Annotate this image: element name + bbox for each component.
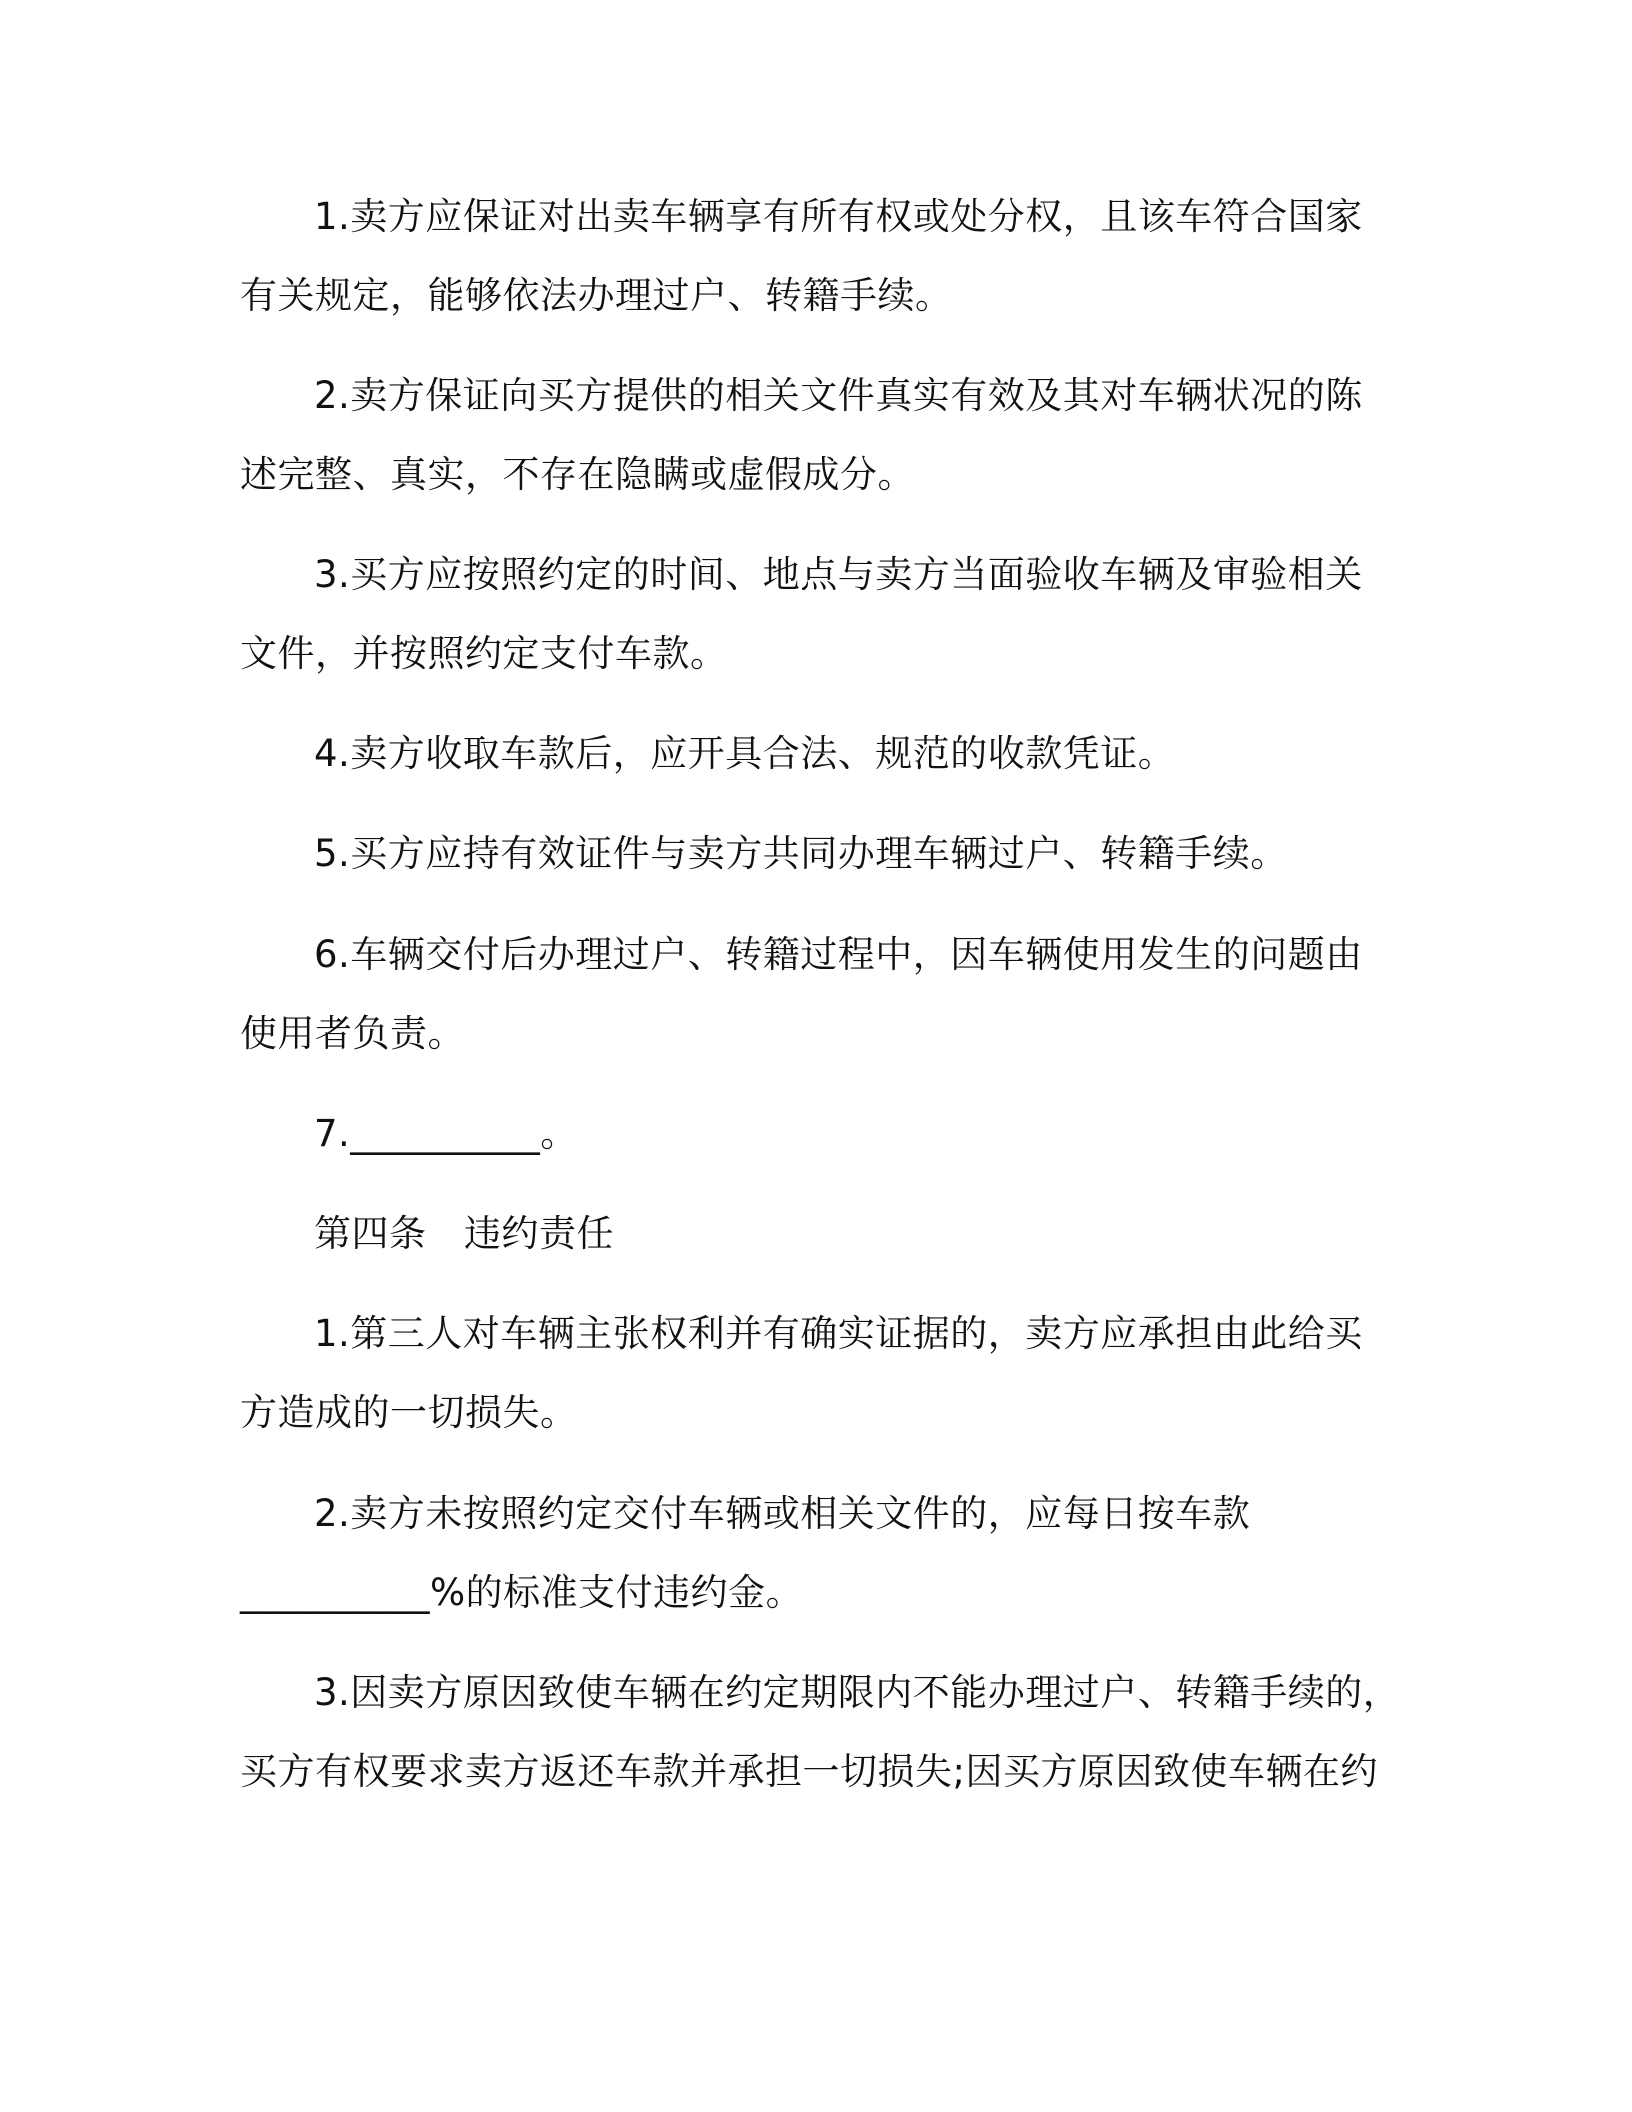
- clause-4-3-line-2: 买方有权要求卖方返还车款并承担一切损失;因买方原因致使车辆在约: [240, 1750, 1378, 1793]
- article-4-heading: 第四条 违约责任: [314, 1212, 614, 1255]
- clause-3-7: 7.__________。: [314, 1112, 578, 1155]
- clause-4-3-line-1: 3.因卖方原因致使车辆在约定期限内不能办理过户、转籍手续的，: [314, 1671, 1401, 1714]
- clause-3-3-line-2: 文件，并按照约定支付车款。: [240, 632, 728, 675]
- clause-3-6-line-2: 使用者负责。: [240, 1012, 465, 1055]
- clause-3-5: 5.买方应持有效证件与卖方共同办理车辆过户、转籍手续。: [314, 832, 1288, 875]
- clause-3-6-line-1: 6.车辆交付后办理过户、转籍过程中，因车辆使用发生的问题由: [314, 933, 1363, 976]
- clause-3-4: 4.卖方收取车款后，应开具合法、规范的收款凭证。: [314, 732, 1176, 775]
- clause-3-3-line-1: 3.买方应按照约定的时间、地点与卖方当面验收车辆及审验相关: [314, 553, 1363, 596]
- clause-4-2-line-1: 2.卖方未按照约定交付车辆或相关文件的，应每日按车款: [314, 1492, 1251, 1535]
- clause-3-1-line-2: 有关规定，能够依法办理过户、转籍手续。: [240, 274, 953, 317]
- clause-3-2-line-1: 2.卖方保证向买方提供的相关文件真实有效及其对车辆状况的陈: [314, 374, 1363, 417]
- clause-3-2-line-2: 述完整、真实，不存在隐瞒或虚假成分。: [240, 453, 915, 496]
- clause-3-1-line-1: 1.卖方应保证对出卖车辆享有所有权或处分权，且该车符合国家: [314, 195, 1363, 238]
- clause-4-2-line-2: __________%的标准支付违约金。: [240, 1571, 804, 1614]
- clause-4-1-line-1: 1.第三人对车辆主张权利并有确实证据的，卖方应承担由此给买: [314, 1312, 1363, 1355]
- clause-4-1-line-2: 方造成的一切损失。: [240, 1391, 578, 1434]
